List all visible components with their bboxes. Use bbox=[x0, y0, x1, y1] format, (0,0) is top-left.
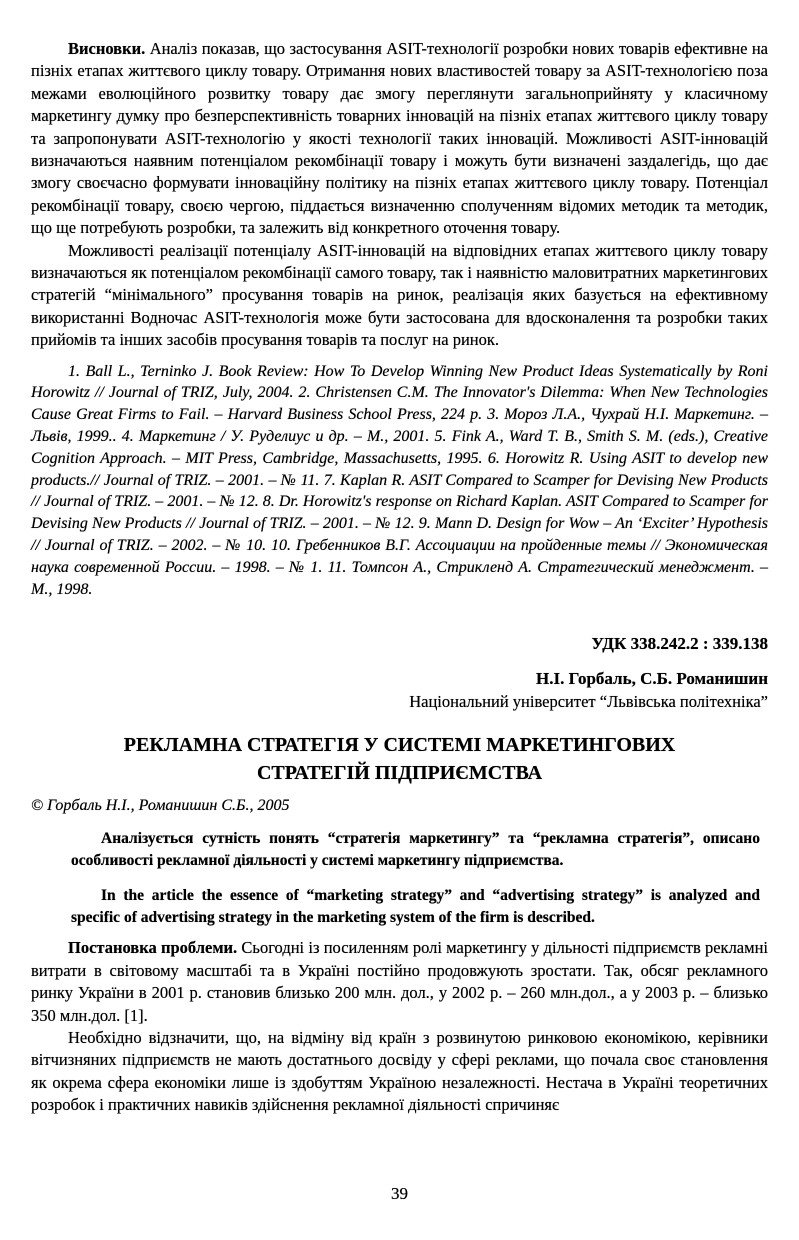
conclusions-paragraph bbox=[31, 38, 768, 240]
problem-statement-text: Сьогодні із посиленням ролі маркетингу у дільності підприємств рекламні витрати в світовому масштабі та в Україні постійно продовжують зростати. Так, обсяг рекламного ринку України в 2001 р. становив близько 200 млн. дол., у 2002 р. – 260 млн.дол., а у 2003 р. – близько 350 млн.дол. [1]. bbox=[31, 938, 768, 1025]
abstract-english: In the article the essence of “marketing strategy” and “advertising strategy” is analyzed and specific of advertising strategy in the marketing system of the firm is described. bbox=[71, 887, 760, 927]
problem-statement-lead: Постановка проблеми. bbox=[68, 938, 238, 958]
conclusions-paragraph-2: Можливості реалізації потенціалу ASIT-інновацій на відповідних етапах життєвого циклу товару визначаються як потенціалом рекомбінації самого товару, так і наявністю маловитратних маркетингових стратегій “мінімального” просування товарів на ринок, реалізація яких базується на ефективному використанні Водночас ASIT-технологія може бути застосована для вдосконалення та розробки таких прийомів та інших засобів просування товарів та послуг на ринок. bbox=[31, 240, 768, 350]
affiliation-line: Національний університет “Львівська політехніка” bbox=[409, 692, 768, 712]
conclusions-text: Аналіз показав, що застосування ASIT-технології розробки нових товарів ефективне на пізніх етапах життєвого циклу товару. Отримання нових властивостей товару за ASIT-технологією поза межами еволюційного розвитку товару дає змогу переглянути загальноприйняту у класичному маркетингу думку про безперспективність товарних інновацій на пізніх етапах життєвого циклу товару та запропонувати ASIT-технологію у якості технології таких інновацій. Можливості ASIT-інновацій визначаються наявним потенціалом рекомбінації товару і можуть бути визначені заздалегідь, що дає змогу своєчасно формувати інноваційну політику на пізніх етапах життєвого циклу товару. Потенціал рекомбінації товару, своєю чергою, піддається визначенню сполученням відомих методик та методик, що ще потребують розробки, та залежить від конкретного оточення товару. bbox=[31, 39, 768, 238]
body-paragraph-2: Необхідно відзначити, що, на відміну від країн з розвинутою ринковою економікою, керівники вітчизняних підприємств не мають достатнього досвіду у сфері реклами, що почала своє становлення як окрема сфера економіки лише із здобуттям Україною незалежності. Нестача в Україні теоретичних розробок і практичних навиків здійснення рекламної діяльності спричиняє bbox=[31, 1028, 768, 1115]
abstract-ukrainian: Аналізується сутність понять “стратегія маркетингу” та “рекламна стратегія”, описано особливості рекламної діяльності у системі маркетингу підприємства. bbox=[71, 830, 760, 870]
conclusions-lead: Висновки. bbox=[68, 39, 146, 58]
copyright-line: © Горбаль Н.І., Романишин С.Б., 2005 bbox=[31, 797, 290, 815]
authors-line: Н.І. Горбаль, С.Б. Романишин bbox=[536, 669, 768, 689]
article-title bbox=[31, 731, 768, 787]
problem-statement-paragraph bbox=[31, 937, 768, 1027]
article-title-line-2: СТРАТЕГІЙ ПІДПРИЄМСТВА bbox=[256, 762, 543, 785]
udc-code: УДК 338.242.2 : 339.138 bbox=[591, 634, 768, 654]
article-title-line-1: РЕКЛАМНА СТРАТЕГІЯ У СИСТЕМІ МАРКЕТИНГОВИХ bbox=[123, 734, 676, 757]
page-number: 39 bbox=[391, 1184, 408, 1203]
references-list: 1. Ball L., Terninko J. Book Review: How To Develop Winning New Product Ideas Systematically by Roni Horowitz // Journal of TRIZ, July, 2004. 2. Christensen C.M. The Innovator's Dilemma: When New Technologies Cause Great Firms to Fail. – Harvard Business School Press, 224 p. 3. Мороз Л.А., Чухрай Н.І. Маркетинг. – Львів, 1999.. 4. Маркетинг / У. Руделиус и др. – М., 2001. 5. Fink A., Ward T. B., Smith S. M. (eds.), Creative Cognition Approach. – MIT Press, Cambridge, Massachusetts, 1995. 6. Horowitz R. Using ASIT to develop new products.// Journal of TRIZ. – 2001. – № 11. 7. Kaplan R. ASIT Compared to Scamper for Devising New Products // Journal of TRIZ. – 2001. – № 12. 8. Dr. Horowitz's response on Richard Kaplan. ASIT Compared to Scamper for Devising New Products // Journal of TRIZ. – 2001. – № 12. 9. Mann D. Design for Wow – An ‘Exciter’ Hypothesis // Journal of TRIZ. – 2002. – № 10. 10. Гребенников В.Г. Ассоциации на пройденные темы // Экономическая наука современной России. – 1998. – № 1. 11. Томпсон А., Стрикленд А. Стратегический менеджмент. – М., 1998. bbox=[31, 362, 768, 598]
